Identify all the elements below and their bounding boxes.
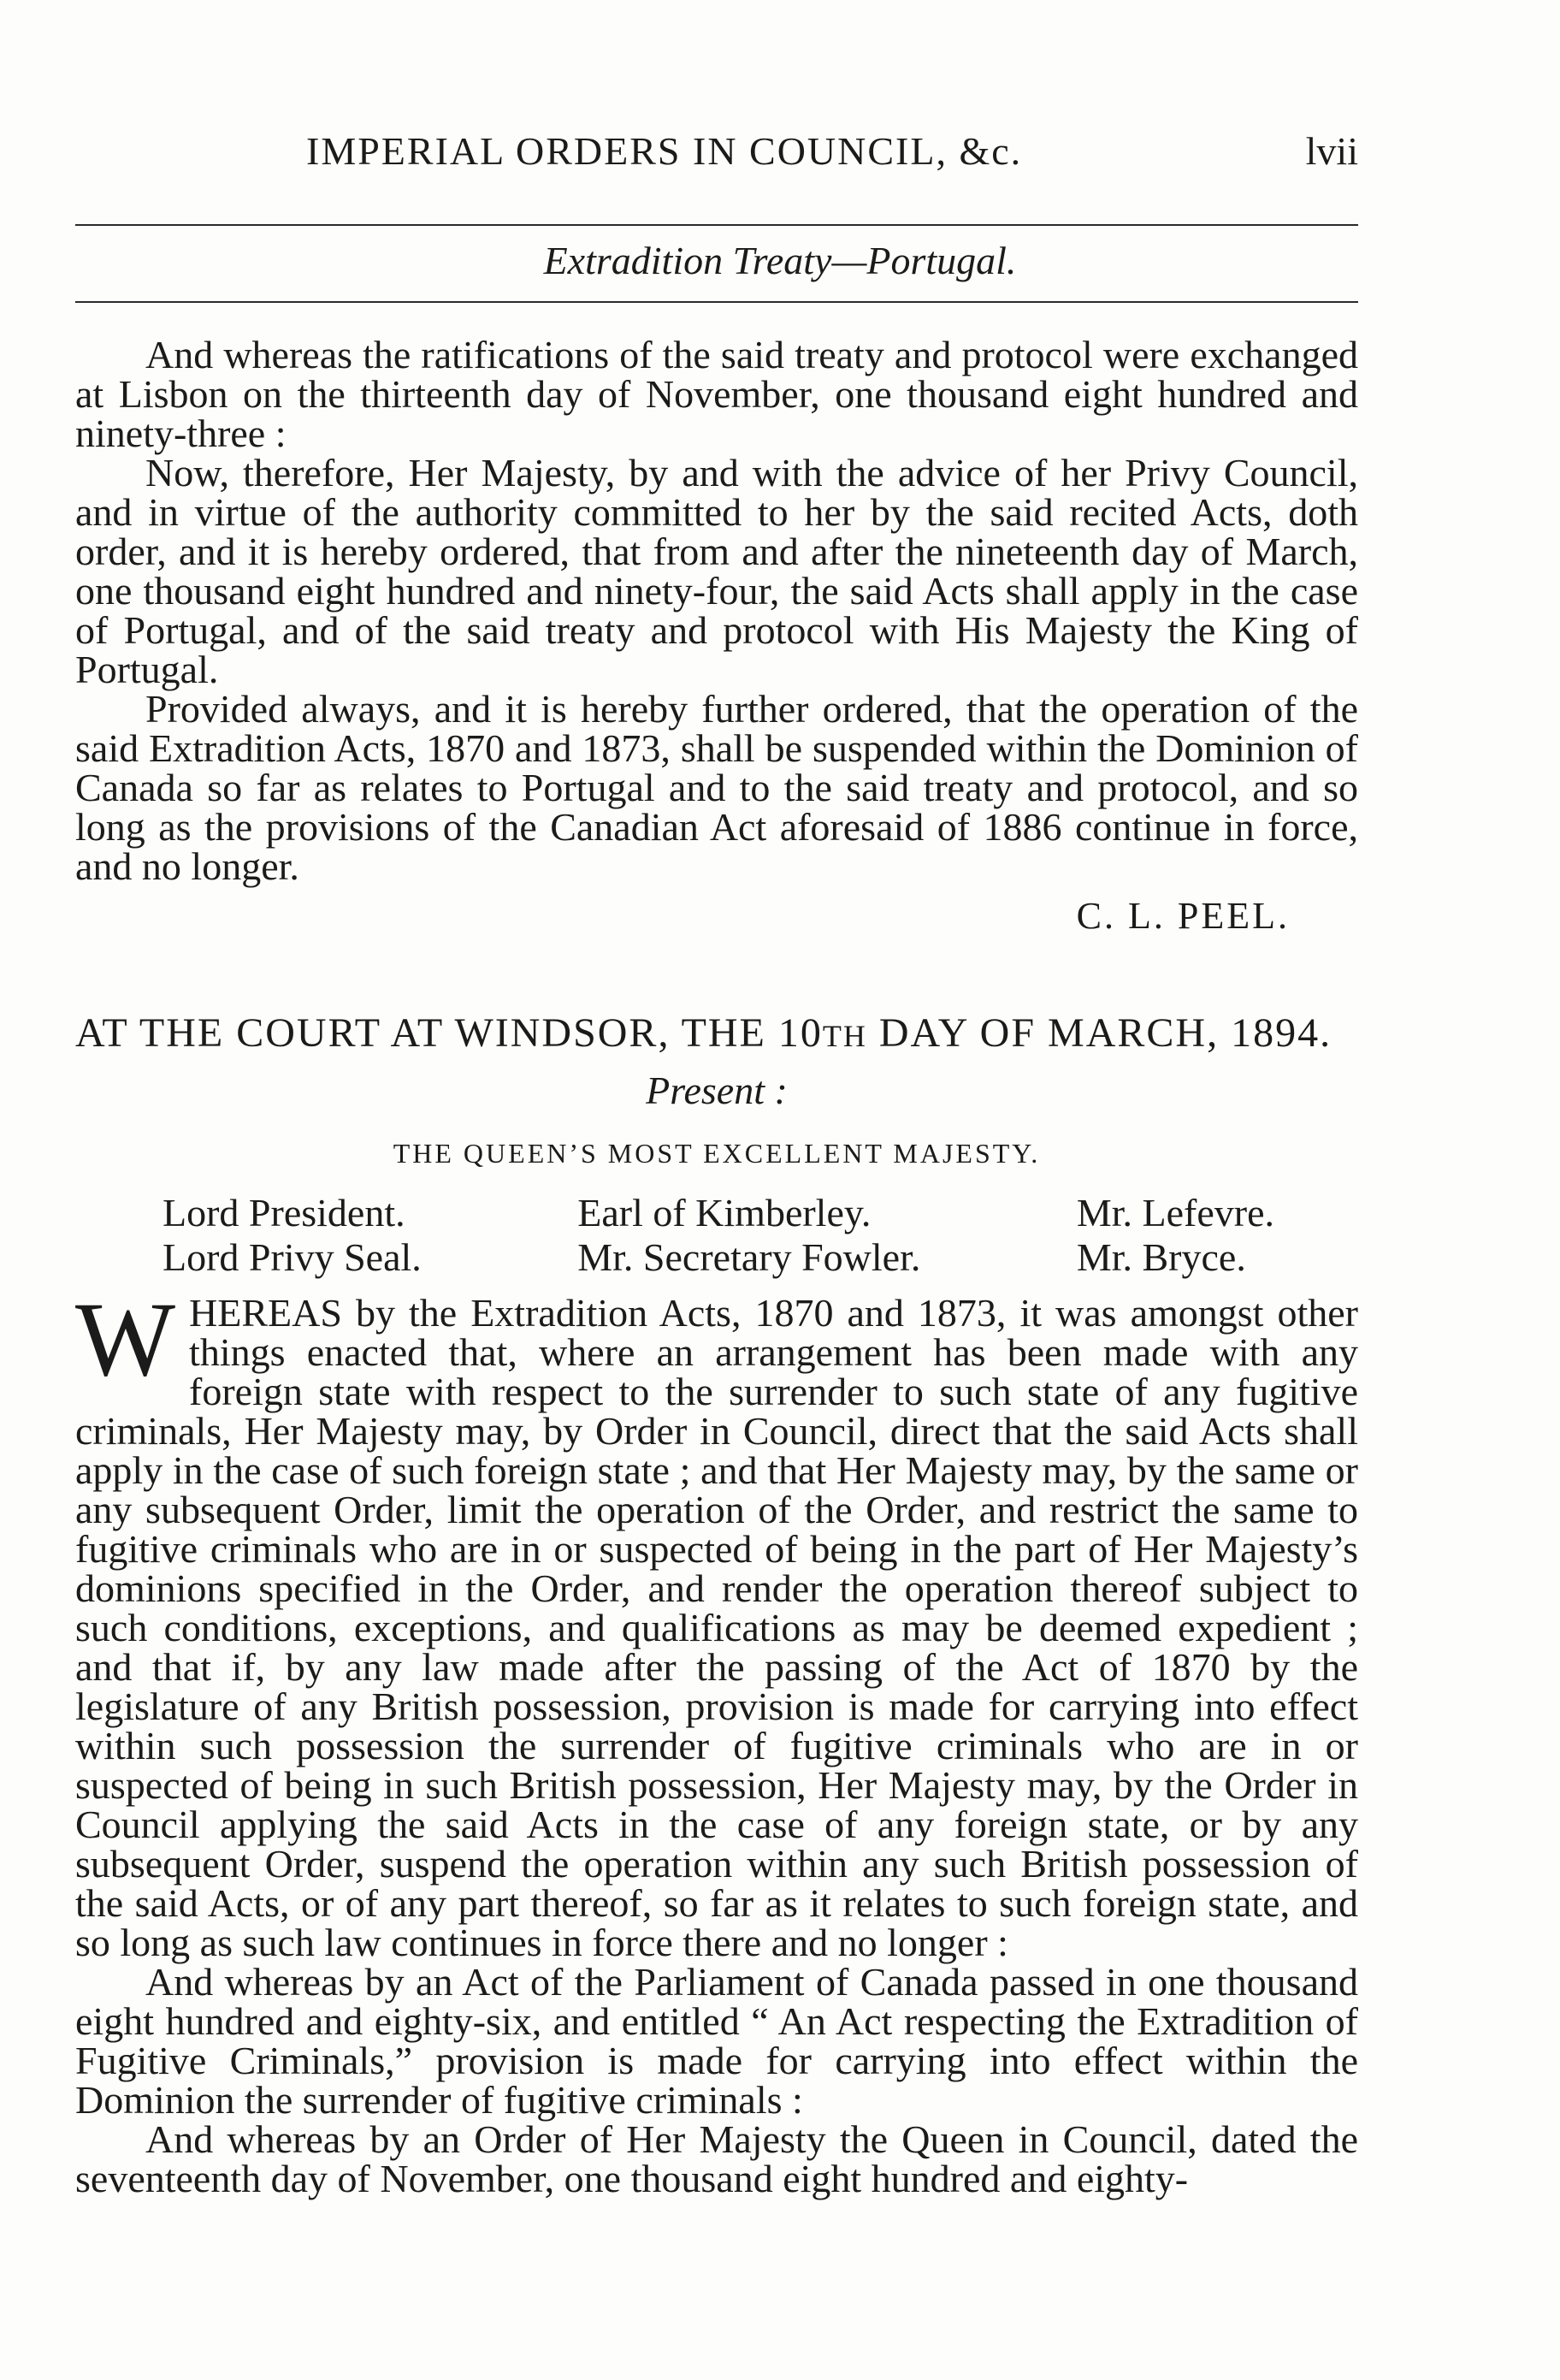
attendees-col-1 — [162, 1191, 422, 1280]
court-heading — [75, 1009, 1358, 1057]
treaty-text — [75, 335, 1358, 936]
majesty-block — [75, 1138, 1358, 1169]
paragraph-whereas: WHEREAS by the Extradition Acts, 1870 and 1873, it was amongst other things enacted that, where an arrangement has been made with any foreign state with respect to the surrender to such state of any fugitive criminals, Her Majesty may, by Order in Council, direct that the said Acts shall apply in the case of such foreign state ; and that Her Majesty may, by the same or any subsequent Order, limit the operation of the Order, and restrict the same to fugitive criminals who are in or suspected of being in the part of Her Majesty’s dominions specified in the Order, and render the operation thereof subject to such conditions, exceptions, and qualifications as may be deemed expedient ; and that if, by any law made after the passing of the Act of 1870 by the legislature of any British possession, provision is made for carrying into effect within such possession the surrender of fugitive criminals who are in or suspected of being in such British possession, Her Majesty may, by the Order in Council applying the said Acts in the case of any foreign state, or by any subsequent Order, suspend the operation within any such British possession of the said Acts, or of any part thereof, so far as it relates to such foreign state, and so long as such law continues in force there and no longer : — [75, 1281, 1358, 1964]
paragraph-ratifications: And whereas the ratifications of the said treaty and protocol were exchanged at Lisbon on the thirteenth day of November, one thousand eight hundred and ninety-three : — [75, 333, 1358, 455]
section-subtitle: Extradition Treaty—Portugal. — [543, 239, 1017, 282]
attendee: Mr. Bryce. — [1076, 1235, 1246, 1279]
present-label: Present : — [646, 1069, 788, 1112]
header-title: IMPERIAL ORDERS IN COUNCIL, &c. — [306, 129, 1023, 173]
attendee: Lord Privy Seal. — [162, 1235, 422, 1279]
running-header — [75, 128, 1358, 180]
attendee: Earl of Kimberley. — [577, 1191, 872, 1234]
signature: C. L. PEEL. — [1076, 895, 1290, 937]
attendee: Mr. Lefevre. — [1076, 1191, 1274, 1234]
paragraph-order: Now, therefore, Her Majesty, by and with the advice of her Privy Council, and in virtue of the authority committed to her by the said recited Acts, doth order, and it is hereby ordered, that from and after the nineteenth day of March, one thousand eight hundred and ninety-four, the said Acts shall apply in the case of Portugal, and of the said treaty and protocol with His Majesty the King of Portugal. — [75, 451, 1358, 691]
page-number: lvii — [1305, 129, 1358, 173]
paragraph-order-in-council: And whereas by an Order of Her Majesty the Queen in Council, dated the seventeenth day of November, one thousand eight hundred and eighty- — [75, 2117, 1358, 2200]
header-rule-bottom — [75, 301, 1358, 303]
present-label-block — [75, 1068, 1358, 1113]
attendee: Mr. Secretary Fowler. — [577, 1235, 921, 1279]
court-heading-text: AT THE COURT AT WINDSOR, THE 10TH DAY OF MARCH, 1894. — [75, 1010, 1332, 1056]
majesty-line: THE QUEEN’S MOST EXCELLENT MAJESTY. — [393, 1138, 1041, 1169]
drop-cap: W — [75, 1281, 176, 1398]
paragraph-proviso: Provided always, and it is hereby further ordered, that the operation of the said Extradition Acts, 1870 and 1873, shall be suspended within the Dominion of Canada so far as relates to Portugal and to the said treaty and protocol, and so long as the provisions of the Canadian Act aforesaid of 1886 continue in force, and no longer. — [75, 687, 1358, 888]
attendees-col-3 — [1077, 1191, 1274, 1280]
attendees-col-2 — [577, 1191, 920, 1280]
paragraph-canadian-act: And whereas by an Act of the Parliament of Canada passed in one thousand eight hundred and eighty-six, and entitled “ An Act respecting the Extradition of Fugitive Criminals,” provision is made for carrying into effect within the Dominion the surrender of fugitive criminals : — [75, 1960, 1358, 2122]
order-text — [75, 1281, 1358, 2200]
attendees — [162, 1191, 1274, 1280]
header-rule-top — [75, 224, 1358, 226]
attendee: Lord President. — [162, 1191, 405, 1234]
